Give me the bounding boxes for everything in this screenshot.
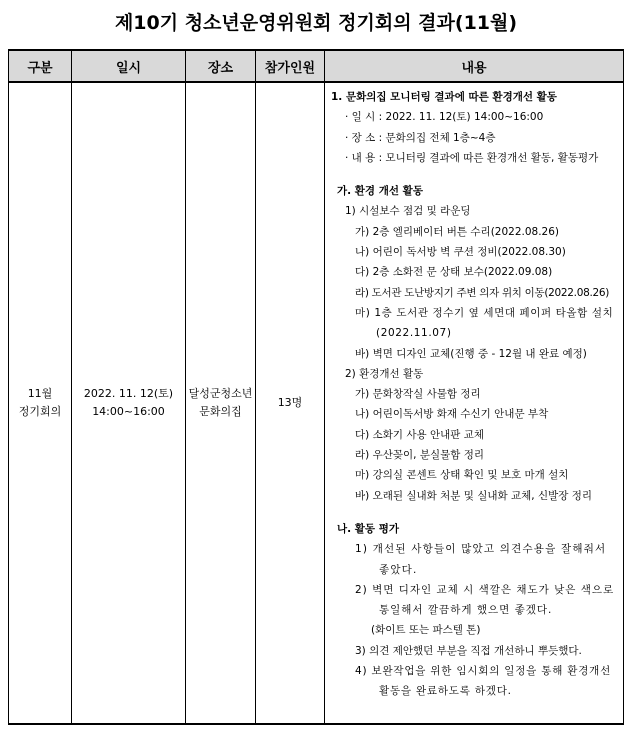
header-place: 장소	[186, 50, 256, 82]
na-title: 나. 활동 평가	[337, 522, 400, 535]
place-line-2: 문화의집	[199, 405, 242, 418]
ga-sub2-title: 2) 환경개선 활동	[345, 367, 424, 380]
list-item: 4) 보완작업을 위한 임시회의 일정을 통해 환경개선 활동을 완료하도록 하겠다.	[355, 665, 612, 698]
content-cell	[325, 82, 624, 724]
participants-cell	[256, 82, 325, 724]
page-title: 제10기 청소년운영위원회 정기회의 결과(11월)	[114, 12, 518, 34]
list-item: (화이트 또는 파스텔 톤)	[371, 624, 481, 637]
spacer	[331, 506, 617, 519]
section1-place: · 장 소 : 문화의집 전체 1층~4층	[345, 131, 496, 144]
datetime-cell	[72, 82, 186, 724]
section1-date: · 일 시 : 2022. 11. 12(토) 14:00~16:00	[345, 111, 544, 124]
participants-count: 13명	[277, 396, 303, 409]
list-item: 3) 의견 제안했던 부분을 직접 개선하니 뿌듯했다.	[355, 644, 582, 657]
header-datetime: 일시	[72, 50, 186, 82]
meeting-result-table	[8, 49, 624, 725]
category-cell	[9, 82, 72, 724]
list-item: 다) 2층 소화전 문 상태 보수(2022.09.08)	[355, 266, 553, 279]
list-item: 다) 소화기 사용 안내판 교체	[355, 428, 485, 441]
list-item: 라) 도서관 도난방지기 주변 의자 위치 이동(2022.08.26)	[355, 286, 610, 299]
header-content: 내용	[325, 50, 624, 82]
spacer	[331, 168, 617, 181]
header-category: 구분	[9, 50, 72, 82]
list-item: 가) 문화창작실 사물함 정리	[355, 388, 481, 401]
category-month: 11월	[27, 387, 53, 400]
list-item: 마) 1층 도서관 정수기 옆 세면대 페이퍼 타올함 설치(2022.11.07)	[355, 306, 614, 340]
meeting-date: 2022. 11. 12(토)	[83, 387, 174, 400]
list-item: 라) 우산꽂이, 분실물함 정리	[355, 449, 485, 462]
list-item: 가) 2층 엘리베이터 버튼 수리(2022.08.26)	[355, 225, 560, 238]
list-item: 마) 강의실 콘센트 상태 확인 및 보호 마개 설치	[355, 469, 569, 482]
list-item: 2) 벽면 디자인 교체 시 색깔은 채도가 낮은 색으로 통일해서 깔끔하게 했으면 좋겠다.	[355, 583, 615, 617]
list-item: 바) 벽면 디자인 교체(진행 중 - 12월 내 완료 예정)	[355, 347, 587, 360]
list-item: 1) 개선된 사항들이 많았고 의견수용을 잘해줘서 좋았다.	[355, 543, 607, 576]
section1-desc: · 내 용 : 모니터링 결과에 따른 환경개선 활동, 활동평가	[345, 151, 599, 164]
header-participants: 참가인원	[256, 50, 325, 82]
section1-title: 1. 문화의집 모니터링 결과에 따른 환경개선 활동	[331, 91, 557, 103]
ga-sub1-title: 1) 시설보수 점검 및 라운딩	[345, 205, 471, 218]
place-line-1: 달성군청소년	[188, 387, 253, 400]
table-row	[9, 82, 624, 724]
category-type: 정기회의	[18, 405, 62, 418]
list-item: 바) 오래된 실내화 처분 및 실내화 교체, 신발장 정리	[355, 489, 592, 502]
list-item: 나) 어린이독서방 화재 수신기 안내문 부착	[355, 408, 549, 421]
list-item: 나) 어린이 독서방 벽 쿠션 정비(2022.08.30)	[355, 246, 566, 259]
table-header-row	[9, 50, 624, 82]
place-cell	[186, 82, 256, 724]
ga-title: 가. 환경 개선 활동	[337, 185, 423, 198]
meeting-time: 14:00~16:00	[92, 405, 165, 418]
